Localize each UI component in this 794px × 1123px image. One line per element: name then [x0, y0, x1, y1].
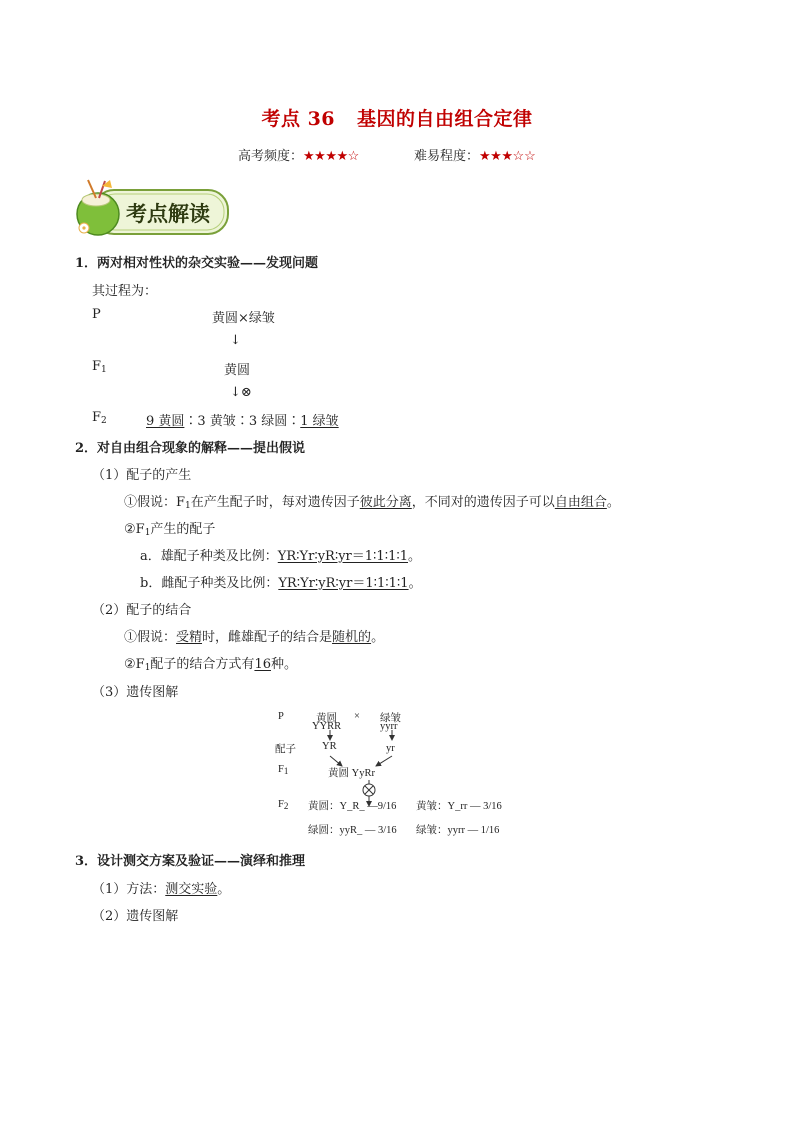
- f1-generation-label: $F_1$: [92, 359, 107, 375]
- section-3-heading: 3．设计测交方案及验证——演绎和推理: [75, 854, 306, 869]
- diagram-p-label: P: [278, 711, 284, 722]
- diagram-gamete-1: YR: [322, 741, 337, 752]
- f1-phenotype: 黄圆: [224, 363, 251, 378]
- testcross-method: （1）方法：测交实验。: [92, 882, 231, 897]
- diagram-f2-yellow-round: 黄圆：Y_R_ —9/16: [308, 801, 397, 812]
- hypothesis-fertilization: ①假说：受精时，雌雄配子的结合是随机的。: [124, 630, 385, 645]
- diagram-f2-yellow-wrinkled: 黄皱：Y_rr — 3/16: [416, 801, 502, 812]
- combination-count: $②F_1$配子的结合方式有16种。: [124, 657, 297, 673]
- difficulty-label: 难易程度：: [414, 149, 480, 164]
- section-1-heading: 1．两对相对性状的杂交实验——发现问题: [75, 256, 319, 271]
- subsection-genetic-diagram: （3）遗传图解: [92, 685, 179, 700]
- difficulty-stars: ★★★: [479, 149, 513, 164]
- diagram-f2-green-round: 绿圆：yyR_ — 3/16: [308, 825, 397, 836]
- diagram-f1-offspring: 黄圆 YyRr: [328, 768, 375, 779]
- page-title: [0, 104, 794, 131]
- coconut-icon: [77, 180, 119, 235]
- f2-generation-label: $F_2$: [92, 410, 107, 426]
- down-arrow: ↓: [230, 333, 241, 348]
- subsection-gamete-combination: （2）配子的结合: [92, 603, 192, 618]
- process-intro: 其过程为：: [92, 284, 158, 299]
- diagram-gamete-label: 配子: [275, 744, 296, 755]
- frequency-empty-stars: ☆: [347, 149, 360, 164]
- diagram-gamete-2: yr: [386, 743, 395, 754]
- subsection-gamete-production: （1）配子的产生: [92, 468, 192, 483]
- diagram-f2-label: $F_2$: [278, 799, 289, 811]
- testcross-diagram-heading: （2）遗传图解: [92, 909, 179, 924]
- female-gamete-ratio: b．雌配子种类及比例：YR∶Yr∶yR∶yr＝1∶1∶1∶1。: [140, 576, 422, 591]
- f1-gametes-heading: $②F_1$产生的配子: [124, 522, 216, 538]
- hypothesis-1: ①假说：$F_1$在产生配子时，每对遗传因子彼此分离，不同对的遗传因子可以自由组合。: [124, 495, 620, 511]
- diagram-parent1-genotype: YYRR: [312, 721, 342, 732]
- diagram-parent2-phenotype: 绿皱: [380, 713, 401, 724]
- title-text: 基因的自由组合定律: [357, 108, 533, 130]
- male-gamete-ratio: a．雄配子种类及比例：YR∶Yr∶yR∶yr＝1∶1∶1∶1。: [140, 549, 422, 564]
- frequency-stars: ★★★★: [303, 149, 348, 164]
- diagram-parent1-phenotype: 黄圆: [316, 713, 337, 724]
- diagram-parent2-genotype: yyrr: [380, 721, 398, 732]
- section-banner: [72, 178, 232, 240]
- diagram-f2-green-wrinkled: 绿皱：yyrr — 1/16: [416, 825, 500, 836]
- banner-title: 考点解读: [126, 201, 210, 226]
- title-number: 考点 36: [261, 108, 336, 130]
- difficulty-level: [414, 145, 536, 164]
- section-2-heading: 2．对自由组合现象的解释——提出假说: [75, 441, 306, 456]
- difficulty-empty-stars: ☆☆: [512, 149, 536, 164]
- exam-frequency: [238, 145, 359, 164]
- genetic-cross-diagram: [272, 708, 532, 840]
- f2-ratio: 9 黄圆∶3 黄皱∶3 绿圆∶1 绿皱: [146, 414, 339, 429]
- p-generation-cross: 黄圆×绿皱: [212, 311, 275, 326]
- selfing-arrow: ↓⊗: [230, 385, 252, 400]
- frequency-label: 高考频度：: [238, 149, 304, 164]
- diagram-arrows: [272, 708, 532, 840]
- diagram-cross-symbol: ×: [354, 711, 360, 722]
- diagram-f1-label: $F_1$: [278, 764, 289, 776]
- p-generation-label: P: [92, 307, 101, 322]
